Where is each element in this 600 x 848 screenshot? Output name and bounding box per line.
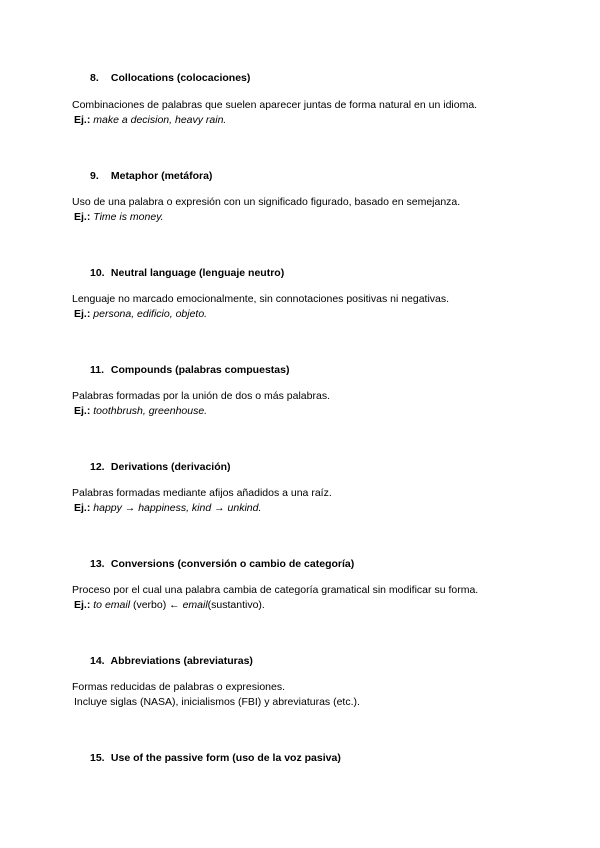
section-10-title: Neutral language (lenguaje neutro): [110, 267, 285, 279]
section-14-title: Abbreviations (abreviaturas): [110, 655, 253, 667]
section-11-description: Palabras formadas por la unión de dos o más palabras.: [72, 390, 330, 402]
section-9-example-text: Time is money.: [93, 211, 164, 223]
section-10-example-label: Ej.:: [74, 308, 91, 320]
section-9-heading: [90, 170, 212, 182]
section-12-title: Derivations (derivación): [110, 461, 231, 473]
section-9-title: Metaphor (metáfora): [110, 170, 213, 182]
section-14-note: Incluye siglas (NASA), inicialismos (FBI) y abreviaturas (etc.).: [74, 696, 360, 708]
section-9-number: 9.: [90, 170, 99, 182]
section-10-number: 10.: [90, 267, 105, 279]
section-10-example-text: persona, edificio, objeto.: [93, 308, 208, 320]
section-12-number: 12.: [90, 461, 105, 473]
section-11-heading: [90, 364, 289, 376]
section-15-heading: [90, 752, 341, 764]
section-10-description: Lenguaje no marcado emocionalmente, sin connotaciones positivas ni negativas.: [72, 293, 450, 305]
section-13-example-text-1: to email: [93, 599, 131, 611]
section-8-example-label: Ej.:: [74, 114, 91, 126]
section-12-description: Palabras formadas mediante afijos añadidos a una raíz.: [72, 487, 332, 499]
section-13-heading: [90, 558, 354, 570]
section-12-example: [72, 502, 261, 514]
section-11-example-label: Ej.:: [74, 405, 91, 417]
section-15-title: Use of the passive form (uso de la voz pasiva): [110, 752, 341, 764]
section-9-description: Uso de una palabra o expresión con un significado figurado, basado en semejanza.: [72, 196, 461, 208]
section-11-example-text: toothbrush, greenhouse.: [93, 405, 208, 417]
section-9-example-label: Ej.:: [74, 211, 91, 223]
section-13-number: 13.: [90, 558, 105, 570]
section-8-example: [72, 114, 226, 126]
section-14-heading: [90, 655, 253, 667]
section-13-example: [72, 599, 265, 611]
section-15-number: 15.: [90, 752, 105, 764]
section-13-example-text-2: (verbo) ←: [132, 599, 180, 611]
section-14-description: Formas reducidas de palabras o expresiones.: [72, 681, 286, 693]
section-8-description: Combinaciones de palabras que suelen aparecer juntas de forma natural en un idioma.: [72, 99, 478, 111]
section-12-example-text: happy → happiness, kind → unkind.: [93, 502, 262, 514]
section-11-number: 11.: [90, 364, 105, 376]
section-13-example-text-4: (sustantivo).: [207, 599, 265, 611]
section-13-title: Conversions (conversión o cambio de categoría): [110, 558, 355, 570]
section-13-example-label: Ej.:: [74, 599, 91, 611]
section-10-heading: [90, 267, 284, 279]
section-11-title: Compounds (palabras compuestas): [110, 364, 290, 376]
section-14-number: 14.: [90, 655, 105, 667]
section-8-title: Collocations (colocaciones): [110, 72, 251, 84]
section-8-heading: [90, 72, 250, 84]
section-13-description: Proceso por el cual una palabra cambia de categoría gramatical sin modificar su forma.: [72, 584, 479, 596]
section-12-heading: [90, 461, 231, 473]
section-8-number: 8.: [90, 72, 99, 84]
section-11-example: [72, 405, 207, 417]
section-9-example: [72, 211, 164, 223]
section-13-example-text-3: email: [182, 599, 208, 611]
section-10-example: [72, 308, 207, 320]
section-12-example-label: Ej.:: [74, 502, 91, 514]
section-8-example-text: make a decision, heavy rain.: [93, 114, 227, 126]
